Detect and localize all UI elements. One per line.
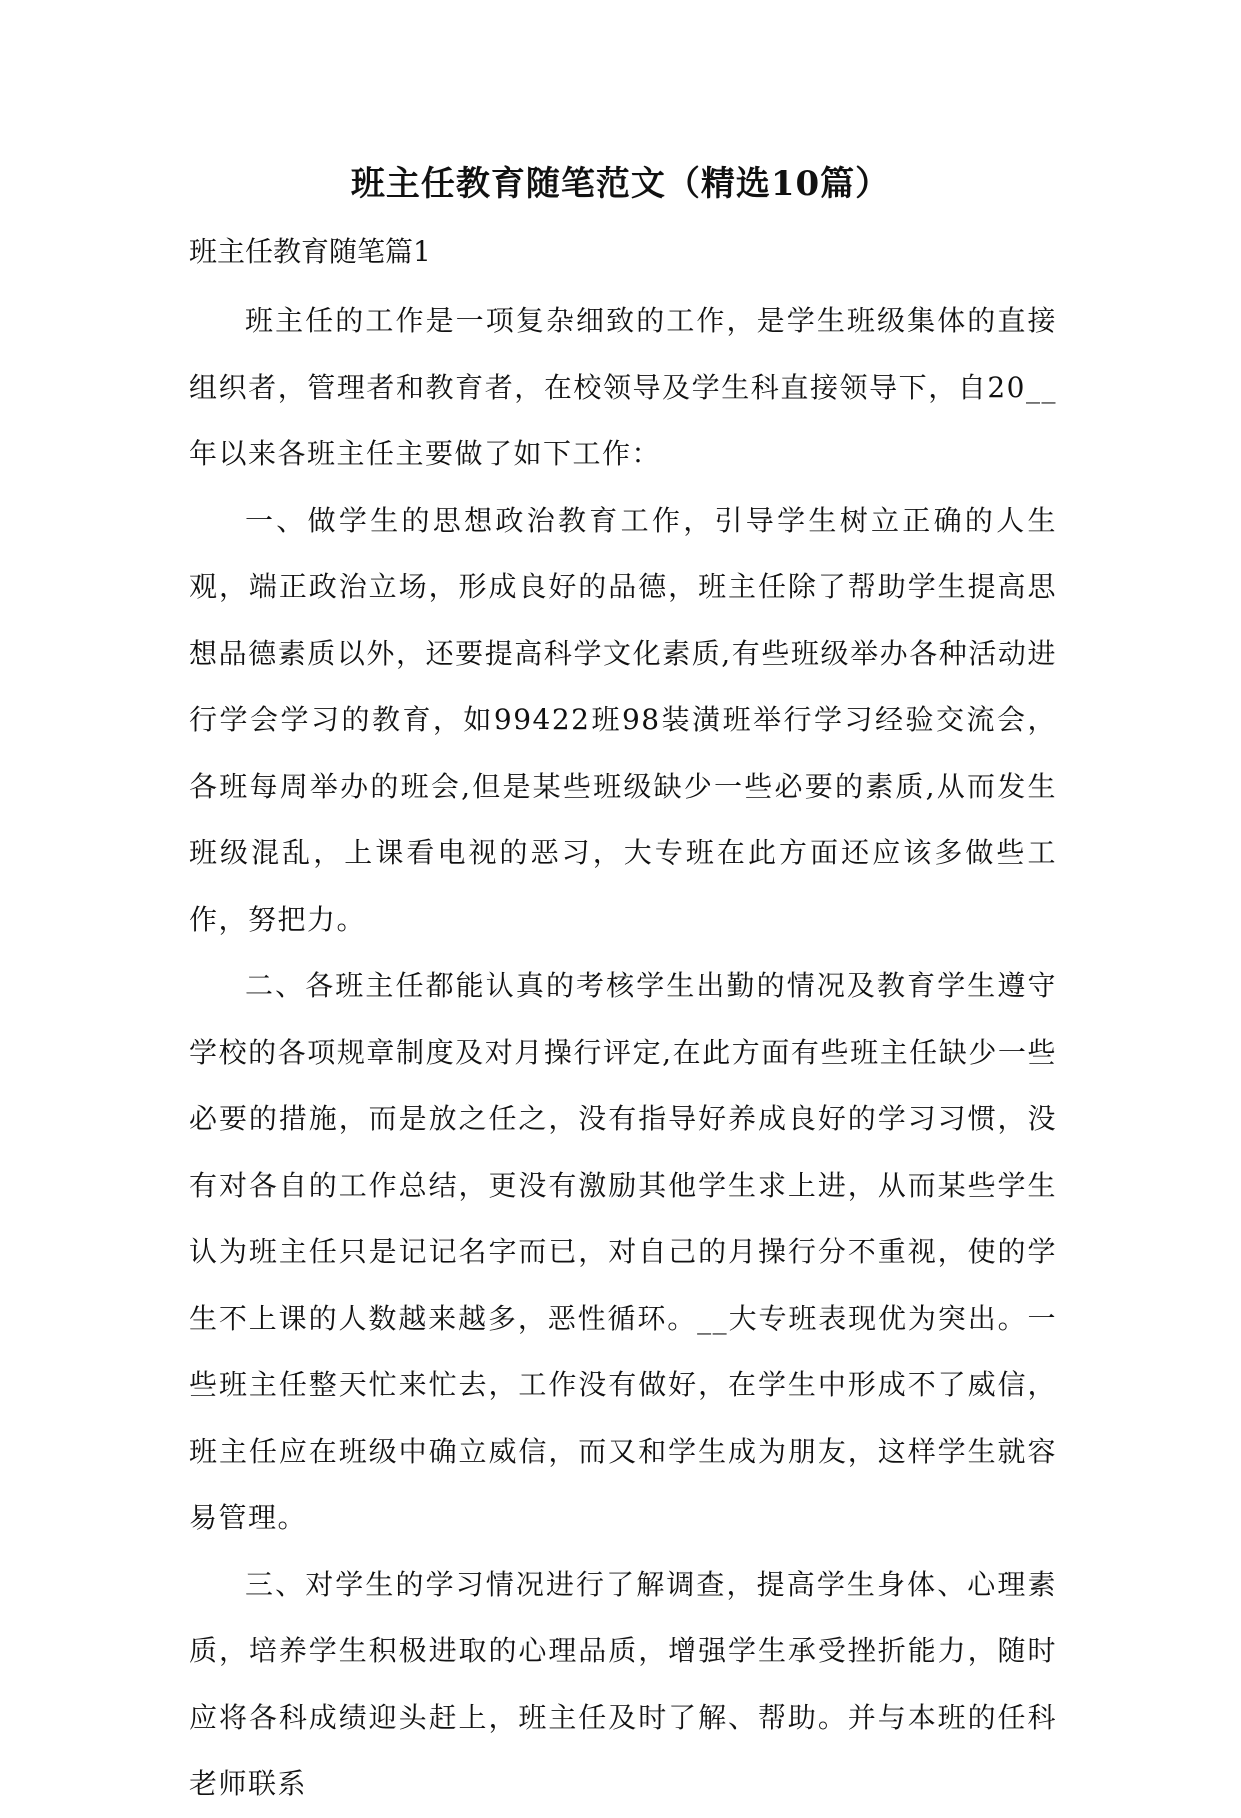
paragraph-point-1: 一、做学生的思想政治教育工作，引导学生树立正确的人生观，端正政治立场，形成良好的品德，班主任除了帮助学生提高思想品德素质以外，还要提高科学文化素质,有些班级举办各种活动进行学会学习的教育，如99422班98装潢班举行学习经验交流会，各班每周举办的班会,但是某些班级缺少一些必要的素质,从而发生班级混乱，上课看电视的恶习，大专班在此方面还应该多做些工作，努把力。 (189, 503, 1057, 936)
document-body (189, 288, 1057, 1818)
paragraph-point-3: 三、对学生的学习情况进行了解调查，提高学生身体、心理素质，培养学生积极进取的心理品质，增强学生承受挫折能力，随时应将各科成绩迎头赶上，班主任及时了解、帮助。并与本班的任科老师联系 (189, 1567, 1057, 1800)
paragraph-intro: 班主任的工作是一项复杂细致的工作，是学生班级集体的直接组织者，管理者和教育者，在校领导及学生科直接领导下，自20__年以来各班主任主要做了如下工作： (189, 304, 1057, 470)
paragraph-point-2: 二、各班主任都能认真的考核学生出勤的情况及教育学生遵守学校的各项规章制度及对月操行评定,在此方面有些班主任缺少一些必要的措施，而是放之任之，没有指导好养成良好的学习习惯，没有对各自的工作总结，更没有激励其他学生求上进，从而某些学生认为班主任只是记记名字而已，对自己的月操行分不重视，使的学生不上课的人数越来越多，恶性循环。__大专班表现优为突出。一些班主任整天忙来忙去，工作没有做好，在学生中形成不了威信，班主任应在班级中确立威信，而又和学生成为朋友，这样学生就容易管理。 (189, 969, 1057, 1534)
document-title: 班主任教育随笔范文（精选10篇） (350, 164, 891, 204)
section-heading: 班主任教育随笔篇1 (189, 235, 431, 268)
